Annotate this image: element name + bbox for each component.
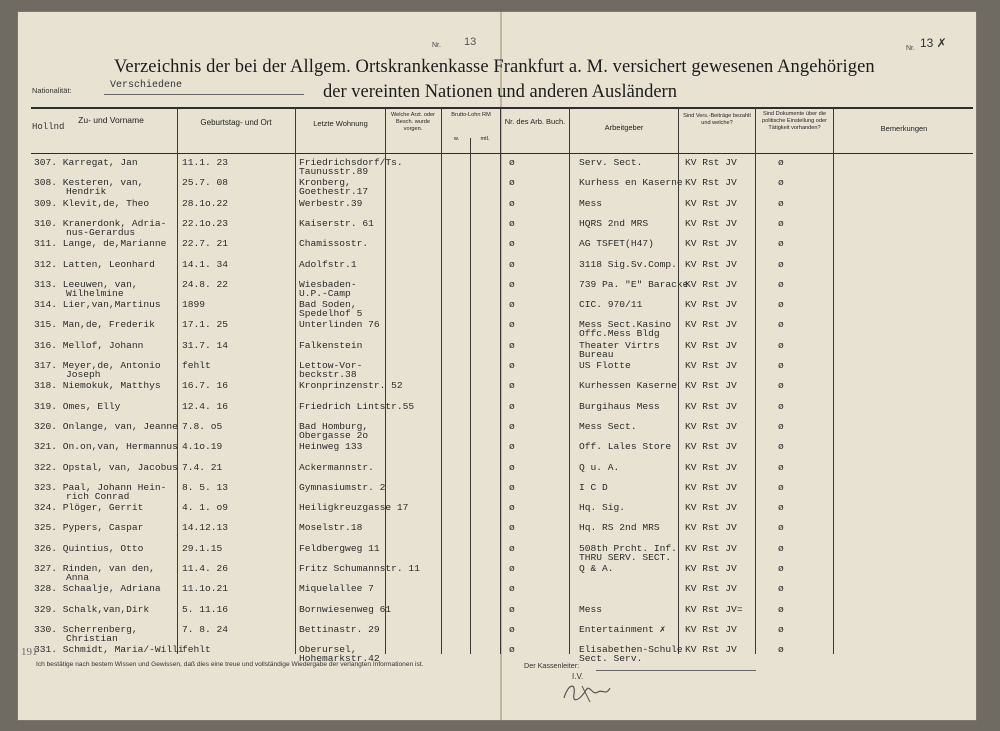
row-contributions: KV Rst JV xyxy=(685,380,737,392)
row-work-book: ø xyxy=(509,603,515,615)
row-birth: 11.1. 23 xyxy=(182,157,229,168)
row-work-book: ø xyxy=(509,542,515,554)
header-birth: Geburtstag- und Ort xyxy=(200,118,272,127)
row-political-docs: ø xyxy=(778,603,784,615)
row-address: Chamissostr. xyxy=(299,238,369,250)
row-contributions: KV Rst JV xyxy=(685,197,737,209)
row-birth: 8. 5. 13 xyxy=(182,481,229,493)
row-employer: Serv. Sect. xyxy=(579,157,643,168)
row-address: Bornwiesenweg 61 xyxy=(299,603,392,615)
row-political-docs: ø xyxy=(778,380,784,392)
row-employer: Elisabethen-Schule xyxy=(579,644,683,656)
table-row xyxy=(18,461,976,473)
row-birth: fehlt xyxy=(182,644,211,656)
row-political-docs: ø xyxy=(778,177,784,189)
row-name: 310. Kranerdonk, Adria- xyxy=(34,217,167,229)
row-political-docs: ø xyxy=(778,299,784,311)
row-address: Heinweg 133 xyxy=(299,441,363,453)
row-employer: Kurhess en Kaserne xyxy=(579,177,683,189)
row-name: 311. Lange, de,Marianne xyxy=(34,238,167,250)
row-contributions: KV Rst JV xyxy=(685,258,737,270)
row-address-cont: Hohemarkstr.42 xyxy=(299,653,380,665)
row-work-book: ø xyxy=(509,177,515,189)
nationality-underline xyxy=(104,94,304,95)
nr-label-left: Nr. xyxy=(432,42,441,49)
document-title-line2: der vereinten Nationen und anderen Ausländern xyxy=(323,82,677,102)
row-name: 315. Man,de, Frederik xyxy=(34,319,155,331)
iv-label: I.V. xyxy=(572,672,584,681)
table-row xyxy=(18,441,976,453)
row-contributions: KV Rst JV xyxy=(685,563,737,574)
row-address-cont: beckstr.38 xyxy=(299,369,357,380)
row-employer: Q & A. xyxy=(579,563,614,574)
table-row xyxy=(18,299,976,320)
row-birth: 31.7. 14 xyxy=(182,339,229,351)
row-name: 330. Scherrenberg, xyxy=(34,623,138,635)
row-birth: 17.1. 25 xyxy=(182,319,229,331)
table-row xyxy=(18,360,976,380)
row-political-docs: ø xyxy=(778,400,784,412)
row-birth: 4.1o.19 xyxy=(182,441,223,453)
table-row xyxy=(18,319,976,340)
table-row xyxy=(18,177,976,198)
row-contributions: KV Rst JV xyxy=(685,217,737,229)
table-row xyxy=(18,258,976,270)
table-row xyxy=(18,563,976,583)
row-name: 327. Rinden, van den, xyxy=(34,563,155,574)
row-address: Wiesbaden- xyxy=(299,278,357,290)
row-name-cont: Hendrik xyxy=(66,186,107,198)
row-work-book: ø xyxy=(509,623,515,635)
row-name: 324. Plöger, Gerrit xyxy=(34,502,144,514)
row-birth: 7.8. o5 xyxy=(182,420,223,432)
row-political-docs: ø xyxy=(778,583,784,595)
row-birth: 24.8. 22 xyxy=(182,278,229,290)
header-doctor: Welche Arzt. oder Besch. wurde vorgen. xyxy=(390,112,436,132)
row-address: Werbestr.39 xyxy=(299,197,363,209)
table-row xyxy=(18,583,976,595)
table-header-rule xyxy=(31,153,973,154)
row-name: 328. Schaalje, Adriana xyxy=(34,583,161,595)
row-political-docs: ø xyxy=(778,461,784,473)
row-address: Miquelallee 7 xyxy=(299,583,374,595)
row-name: 307. Karregat, Jan xyxy=(34,157,138,168)
signature-line xyxy=(596,670,756,671)
row-name-cont: Anna xyxy=(66,572,90,583)
row-political-docs: ø xyxy=(778,623,784,635)
row-name: 309. Klevit,de, Theo xyxy=(34,197,150,209)
row-contributions: KV Rst JV xyxy=(685,299,737,311)
row-work-book: ø xyxy=(509,420,515,432)
row-work-book: ø xyxy=(509,583,515,595)
row-employer: Burgihaus Mess xyxy=(579,400,660,412)
row-birth: 7. 8. 24 xyxy=(182,623,229,635)
row-birth: 25.7. 08 xyxy=(182,177,229,189)
row-birth: 4. 1. o9 xyxy=(182,502,229,514)
row-contributions: KV Rst JV xyxy=(685,400,737,412)
row-work-book: ø xyxy=(509,157,515,168)
document-page xyxy=(18,12,976,720)
row-contributions: KV Rst JV xyxy=(685,644,737,656)
row-employer-cont: Sect. Serv. xyxy=(579,653,643,665)
row-work-book: ø xyxy=(509,400,515,412)
table-row xyxy=(18,420,976,441)
row-work-book: ø xyxy=(509,278,515,290)
row-employer: Hq. RS 2nd MRS xyxy=(579,522,660,534)
header-name: Zu- und Vorname xyxy=(78,115,144,125)
header-employer: Arbeitgeber xyxy=(604,123,644,132)
row-political-docs: ø xyxy=(778,157,784,168)
row-birth: 11.1o.21 xyxy=(182,583,229,595)
row-political-docs: ø xyxy=(778,563,784,574)
row-contributions: KV Rst JV xyxy=(685,441,737,453)
row-birth: 12.4. 16 xyxy=(182,400,229,412)
row-name-cont: nus-Gerardus xyxy=(66,226,136,238)
row-work-book: ø xyxy=(509,461,515,473)
row-employer-cont: Offc.Mess Bldg xyxy=(579,328,660,340)
nationality-side-label: Hollnd xyxy=(32,122,65,132)
table-row xyxy=(18,603,976,615)
row-work-book: ø xyxy=(509,258,515,270)
table-row xyxy=(18,217,976,238)
row-birth: 16.7. 16 xyxy=(182,380,229,392)
row-address-cont: Goethestr.17 xyxy=(299,186,369,198)
header-political-docs: Sind Dokumente über die politische Einstellung oder Tätigkeit vorhanden? xyxy=(762,111,827,131)
row-name: 317. Meyer,de, Antonio xyxy=(34,360,161,371)
row-address: Falkenstein xyxy=(299,339,363,351)
row-work-book: ø xyxy=(509,563,515,574)
row-work-book: ø xyxy=(509,299,515,311)
row-name: 322. Opstal, van, Jacobus xyxy=(34,461,178,473)
nr-value-left: 13 xyxy=(464,36,477,48)
row-political-docs: ø xyxy=(778,502,784,514)
row-address: Fritz Schumannstr. 11 xyxy=(299,563,420,574)
row-political-docs: ø xyxy=(778,441,784,453)
row-contributions: KV Rst JV xyxy=(685,420,737,432)
table-row xyxy=(18,278,976,299)
header-address: Letzte Wohnung xyxy=(313,119,368,128)
row-work-book: ø xyxy=(509,644,515,656)
row-address: Feldbergweg 11 xyxy=(299,542,380,554)
row-name: 314. Lier,van,Martinus xyxy=(34,299,161,311)
row-employer: Off. Lales Store xyxy=(579,441,672,453)
row-address: Oberursel, xyxy=(299,644,357,656)
row-employer: Kurhessen Kaserne xyxy=(579,380,677,392)
row-political-docs: ø xyxy=(778,197,784,209)
table-top-rule xyxy=(31,107,973,109)
row-employer: AG TSFET(H47) xyxy=(579,238,654,250)
header-wage-monthly: mtl. xyxy=(480,136,490,142)
row-contributions: KV Rst JV xyxy=(685,319,737,331)
row-contributions: KV Rst JV xyxy=(685,481,737,493)
row-name: 319. Omes, Elly xyxy=(34,400,121,412)
row-name: 331. Schmidt, Maria/-Willi xyxy=(34,644,184,656)
row-contributions: KV Rst JV xyxy=(685,583,737,595)
row-address: Moselstr.18 xyxy=(299,522,363,534)
row-address: Lettow-Vor- xyxy=(299,360,363,371)
header-remarks: Bemerkungen xyxy=(880,124,928,133)
row-birth: 28.1o.22 xyxy=(182,197,229,209)
row-work-book: ø xyxy=(509,380,515,392)
row-work-book: ø xyxy=(509,441,515,453)
row-birth: 5. 11.16 xyxy=(182,603,229,615)
row-address: Gymnasiumstr. 2 xyxy=(299,481,386,493)
row-employer: Hq. Sig. xyxy=(579,502,626,514)
row-name-cont: Christian xyxy=(66,632,118,644)
header-wage-weekly: w. xyxy=(453,136,460,142)
row-name-cont: Joseph xyxy=(66,369,101,380)
row-birth: fehlt xyxy=(182,360,211,371)
row-address: Kronprinzenstr. 52 xyxy=(299,380,403,392)
row-employer-cont: Bureau xyxy=(579,348,614,360)
row-employer-cont: THRU SERV. SECT. xyxy=(579,551,672,563)
row-name: 320. Onlange, van, Jeanne xyxy=(34,420,178,432)
table-row xyxy=(18,339,976,360)
nationality-value: Verschiedene xyxy=(110,80,183,91)
column-divider xyxy=(470,138,471,654)
row-address: Unterlinden 76 xyxy=(299,319,380,331)
row-name: 316. Mellof, Johann xyxy=(34,339,144,351)
row-address: Friedrich Lintstr.55 xyxy=(299,400,415,412)
row-name: 312. Latten, Leonhard xyxy=(34,258,155,270)
row-address-cont: Obergasse 2o xyxy=(299,429,369,441)
row-employer: 3118 Sig.Sv.Comp. xyxy=(579,258,677,270)
row-work-book: ø xyxy=(509,217,515,229)
row-name: 313. Leeuwen, van, xyxy=(34,278,138,290)
row-contributions: KV Rst JV= xyxy=(685,603,743,615)
row-employer: CIC. 970/11 xyxy=(579,299,643,311)
row-employer: US Flotte xyxy=(579,360,631,371)
row-address: Heiligkreuzgasse 17 xyxy=(299,502,409,514)
row-name-cont: rich Conrad xyxy=(66,490,130,502)
margin-pencil-mark: 191 xyxy=(21,646,38,658)
row-birth: 1899 xyxy=(182,299,206,311)
table-row xyxy=(18,400,976,412)
row-employer: Mess xyxy=(579,603,603,615)
row-political-docs: ø xyxy=(778,644,784,656)
row-birth: 14.12.13 xyxy=(182,522,229,534)
row-employer: 739 Pa. "E" Baracke xyxy=(579,278,689,290)
row-political-docs: ø xyxy=(778,420,784,432)
row-political-docs: ø xyxy=(778,339,784,351)
row-contributions: KV Rst JV xyxy=(685,157,737,168)
row-name-cont: Wilhelmine xyxy=(66,287,124,299)
row-address: Adolfstr.1 xyxy=(299,258,357,270)
row-work-book: ø xyxy=(509,502,515,514)
row-political-docs: ø xyxy=(778,217,784,229)
row-name: 326. Quintius, Otto xyxy=(34,542,144,554)
row-address: Ackermannstr. xyxy=(299,461,374,473)
row-name: 323. Paal, Johann Hein- xyxy=(34,481,167,493)
table-row xyxy=(18,522,976,534)
row-birth: 22.7. 21 xyxy=(182,238,229,250)
row-contributions: KV Rst JV xyxy=(685,502,737,514)
row-work-book: ø xyxy=(509,238,515,250)
row-employer: I C D xyxy=(579,481,608,493)
row-contributions: KV Rst JV xyxy=(685,238,737,250)
row-work-book: ø xyxy=(509,319,515,331)
row-contributions: KV Rst JV xyxy=(685,177,737,189)
row-address-cont: U.P.-Camp xyxy=(299,287,351,299)
row-employer: Mess Sect. xyxy=(579,420,637,432)
row-contributions: KV Rst JV xyxy=(685,461,737,473)
row-name: 329. Schalk,van,Dirk xyxy=(34,603,150,615)
row-contributions: KV Rst JV xyxy=(685,339,737,351)
row-employer: Entertainment ✗ xyxy=(579,623,666,635)
table-row xyxy=(18,157,976,177)
row-address-cont: Spedelhof 5 xyxy=(299,308,363,320)
nr-value-right: 13 ✗ xyxy=(920,36,947,50)
header-contributions: Sind Vers.-Beiträge bezahlt und welche? xyxy=(683,113,751,126)
row-employer: HQRS 2nd MRS xyxy=(579,217,649,229)
row-name: 318. Niemokuk, Matthys xyxy=(34,380,161,392)
row-contributions: KV Rst JV xyxy=(685,542,737,554)
table-row xyxy=(18,542,976,563)
row-employer: Mess xyxy=(579,197,603,209)
row-address-cont: Taunusstr.89 xyxy=(299,166,369,177)
document-title-line1: Verzeichnis der bei der Allgem. Ortskrankenkasse Frankfurt a. M. versichert gewesenen Angehörigen xyxy=(114,57,875,77)
table-row xyxy=(18,481,976,502)
row-address: Kronberg, xyxy=(299,177,351,189)
row-name: 321. On.on,van, Hermannus xyxy=(34,441,178,453)
row-political-docs: ø xyxy=(778,319,784,331)
row-contributions: KV Rst JV xyxy=(685,278,737,290)
row-name: 308. Kesteren, van, xyxy=(34,177,144,189)
handwritten-signature xyxy=(556,676,616,708)
row-employer: 508th Prcht. Inf. xyxy=(579,542,677,554)
header-wage: Brutto-Lohn RM xyxy=(451,112,491,118)
row-birth: 7.4. 21 xyxy=(182,461,223,473)
row-address: Friedrichsdorf/Ts. xyxy=(299,157,403,168)
row-birth: 29.1.15 xyxy=(182,542,223,554)
row-employer: Theater Virtrs xyxy=(579,339,660,351)
table-row xyxy=(18,197,976,209)
row-address: Bad Homburg, xyxy=(299,420,369,432)
row-birth: 11.4. 26 xyxy=(182,563,229,574)
row-employer: Q u. A. xyxy=(579,461,620,473)
row-political-docs: ø xyxy=(778,542,784,554)
row-work-book: ø xyxy=(509,522,515,534)
row-political-docs: ø xyxy=(778,360,784,371)
row-political-docs: ø xyxy=(778,258,784,270)
nationality-label: Nationalität: xyxy=(32,86,72,95)
table-row xyxy=(18,380,976,392)
row-birth: 22.1o.23 xyxy=(182,217,229,229)
row-contributions: KV Rst JV xyxy=(685,522,737,534)
row-contributions: KV Rst JV xyxy=(685,623,737,635)
row-work-book: ø xyxy=(509,481,515,493)
cashier-label: Der Kassenleiter: xyxy=(524,661,580,670)
row-political-docs: ø xyxy=(778,278,784,290)
row-name: 325. Pypers, Caspar xyxy=(34,522,144,534)
table-row xyxy=(18,238,976,250)
nr-label-right: Nr. xyxy=(906,45,915,52)
row-political-docs: ø xyxy=(778,522,784,534)
row-work-book: ø xyxy=(509,339,515,351)
table-row xyxy=(18,623,976,644)
row-address: Bettinastr. 29 xyxy=(299,623,380,635)
header-work-book: Nr. des Arb. Buch. xyxy=(504,117,566,126)
row-work-book: ø xyxy=(509,360,515,371)
row-birth: 14.1. 34 xyxy=(182,258,229,270)
row-address: Kaiserstr. 61 xyxy=(299,217,374,229)
row-employer: Mess Sect.Kasino xyxy=(579,319,672,331)
row-political-docs: ø xyxy=(778,238,784,250)
row-contributions: KV Rst JV xyxy=(685,360,737,371)
certification-text: Ich bestätige nach bestem Wissen und Gewissen, daß dies eine treue und vollständige Wiedergabe der verlangten Informationen ist. xyxy=(36,661,424,668)
row-address: Bad Soden, xyxy=(299,299,357,311)
table-row xyxy=(18,502,976,514)
row-work-book: ø xyxy=(509,197,515,209)
row-political-docs: ø xyxy=(778,481,784,493)
